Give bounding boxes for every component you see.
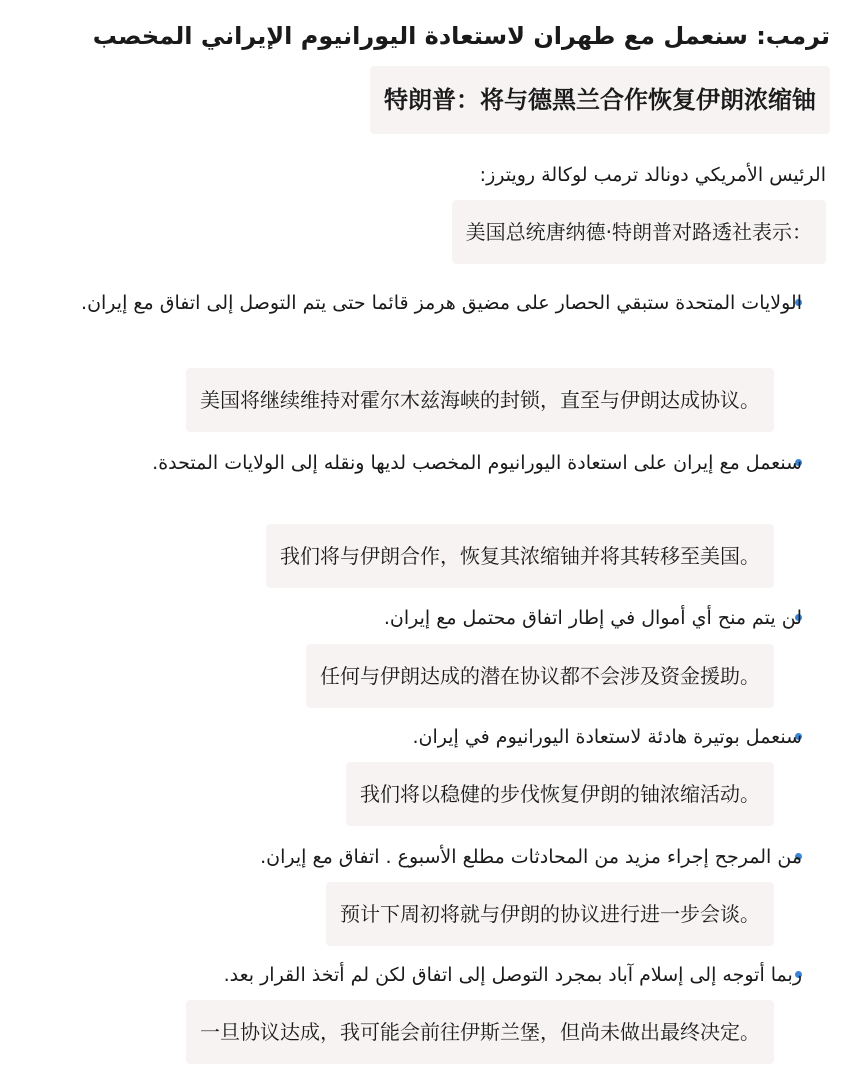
point-chinese-translation: 任何与伊朗达成的潜在协议都不会涉及资金援助。	[306, 644, 774, 708]
intro-chinese-translation: 美国总统唐纳德·特朗普对路透社表示：	[452, 200, 826, 264]
point-chinese-translation: 一旦协议达成，我可能会前往伊斯兰堡，但尚未做出最终决定。	[186, 1000, 774, 1064]
point-chinese-translation: 美国将继续维持对霍尔木兹海峡的封锁，直至与伊朗达成协议。	[186, 368, 774, 432]
point-arabic: ربما أتوجه إلى إسلام آباد بمجرد التوصل إلى اتفاق لكن لم أتخذ القرار بعد.	[223, 964, 802, 986]
point-arabic: من المرجح إجراء مزيد من المحادثات مطلع الأسبوع . اتفاق مع إيران.	[260, 846, 802, 868]
point-arabic: لن يتم منح أي أموال في إطار اتفاق محتمل مع إيران.	[383, 607, 802, 629]
point-arabic: سنعمل بوتيرة هادئة لاستعادة اليورانيوم في إيران.	[412, 726, 802, 748]
point-chinese-translation: 预计下周初将就与伊朗的协议进行进一步会谈。	[326, 882, 774, 946]
point-chinese-translation: 我们将以稳健的步伐恢复伊朗的铀浓缩活动。	[346, 762, 774, 826]
headline-arabic: ترمب: سنعمل مع طهران لاستعادة اليورانيوم الإيراني المخصب	[92, 22, 830, 50]
point-arabic: سنعمل مع إيران على استعادة اليورانيوم المخصب لديها ونقله إلى الولايات المتحدة.	[152, 452, 802, 474]
point-chinese-translation: 我们将与伊朗合作，恢复其浓缩铀并将其转移至美国。	[266, 524, 774, 588]
intro-arabic: الرئيس الأمريكي دونالد ترمب لوكالة رويترز:	[479, 164, 826, 186]
point-arabic: الولايات المتحدة ستبقي الحصار على مضيق هرمز قائما حتى يتم التوصل إلى اتفاق مع إيران.	[81, 292, 802, 314]
headline-chinese-translation: 特朗普：将与德黑兰合作恢复伊朗浓缩铀	[370, 66, 830, 134]
